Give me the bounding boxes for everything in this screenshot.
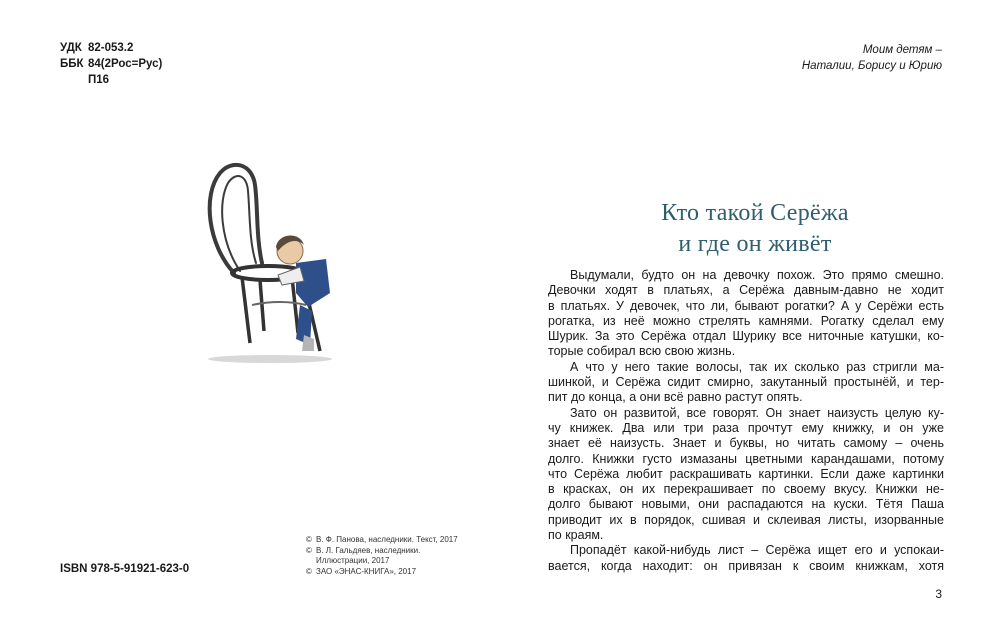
copyright-line: Иллюстрации, 2017 (316, 556, 390, 565)
right-page (500, 0, 1000, 640)
text-line: пит до конца, а они всё равно растут опять. (548, 390, 803, 405)
text-line: в платьях. У девочек, что ли, бывают рогатки? А у Серёжи есть (548, 298, 944, 313)
text-line: А что у него такие волосы, так их сколько раз стригли ма- (570, 359, 944, 374)
biblio-key: УДК (60, 42, 82, 54)
copyright-symbol: © (306, 566, 312, 576)
copyright-line (306, 567, 458, 578)
copyright-line (306, 535, 458, 546)
dedication-line: Моим детям – (862, 44, 942, 56)
text-line: долго. Книжки густо измазаны цветными карандашами, потому (548, 451, 944, 466)
text-line: в красках, он их перекрашивает по своему вкусу. Книжки не- (548, 482, 944, 497)
chapter-title (600, 198, 910, 260)
text-line: приводит их в порядок, сшивая и склеивая листы, изорванные (548, 512, 944, 527)
dedication-line: Наталии, Борису и Юрию (801, 60, 942, 72)
text-line: шинкой, и Серёжа сидит смирно, закутанный простынёй, и тер- (548, 375, 944, 390)
text-line: Пропадёт какой-нибудь лист – Серёжа ищет его и успокаи- (570, 543, 944, 558)
text-line: Девочки ходят в платьях, а Серёжа давным-давно не ходит (548, 283, 944, 298)
text-line: вается, когда находит: он привязан к своим книжкам, хотя (548, 558, 944, 573)
biblio-value: П16 (88, 74, 110, 86)
biblio-row-bbk (60, 56, 162, 72)
text-line: чу книжек. Два или три раза прочтут ему книжку, и он уже (548, 420, 944, 435)
copyright-notice (306, 535, 458, 577)
chapter-title-line: Кто такой Серёжа (661, 200, 849, 226)
text-line: торые собирал всю свою жизнь. (548, 344, 736, 359)
copyright-text: ЗАО «ЭНАС-КНИГА», 2017 (316, 566, 417, 576)
copyright-text: В. Л. Гальдяев, наследники. (316, 545, 421, 555)
copyright-text: В. Ф. Панова, наследники. Текст, 2017 (316, 535, 458, 544)
text-line: что Серёжа любит раскрашивать картинки. Если даже картинки (548, 466, 944, 481)
dedication (802, 42, 942, 74)
text-line: рогатка, из неё можно стрелять камнями. Рогатку сделал ему (548, 313, 944, 328)
biblio-row-udk (60, 40, 162, 56)
boy-with-chair-illustration (200, 155, 350, 365)
text-line: по краям. (548, 528, 604, 543)
copyright-symbol: © (306, 535, 312, 544)
text-line: долго бывают новыми, они распадаются на куски. Тётя Паша (548, 497, 944, 512)
copyright-symbol: © (306, 545, 312, 555)
text-line: Выдумали, будто он на девочку похож. Это прямо смешно. (570, 268, 944, 282)
copyright-line (306, 546, 458, 557)
biblio-codes (60, 40, 162, 88)
text-line: Шурик. За это Серёжа отдал Шурику все ниточные катушки, ко- (548, 329, 944, 344)
text-line: знает её наизусть. Знает и буквы, но читать самому – очень (548, 436, 944, 451)
chapter-title-line: и где он живёт (678, 231, 832, 257)
isbn: ISBN 978-5-91921-623-0 (60, 563, 190, 575)
body-text (548, 268, 944, 574)
biblio-value: 84(2Рос=Рус) (88, 58, 163, 70)
biblio-key: ББК (60, 58, 84, 70)
text-line: Зато он развитой, все говорят. Он знает наизусть целую ку- (570, 405, 944, 420)
biblio-key (60, 72, 88, 88)
biblio-value: 82-053.2 (88, 42, 134, 54)
page-number: 3 (935, 587, 942, 601)
biblio-row-author-mark (60, 72, 162, 88)
